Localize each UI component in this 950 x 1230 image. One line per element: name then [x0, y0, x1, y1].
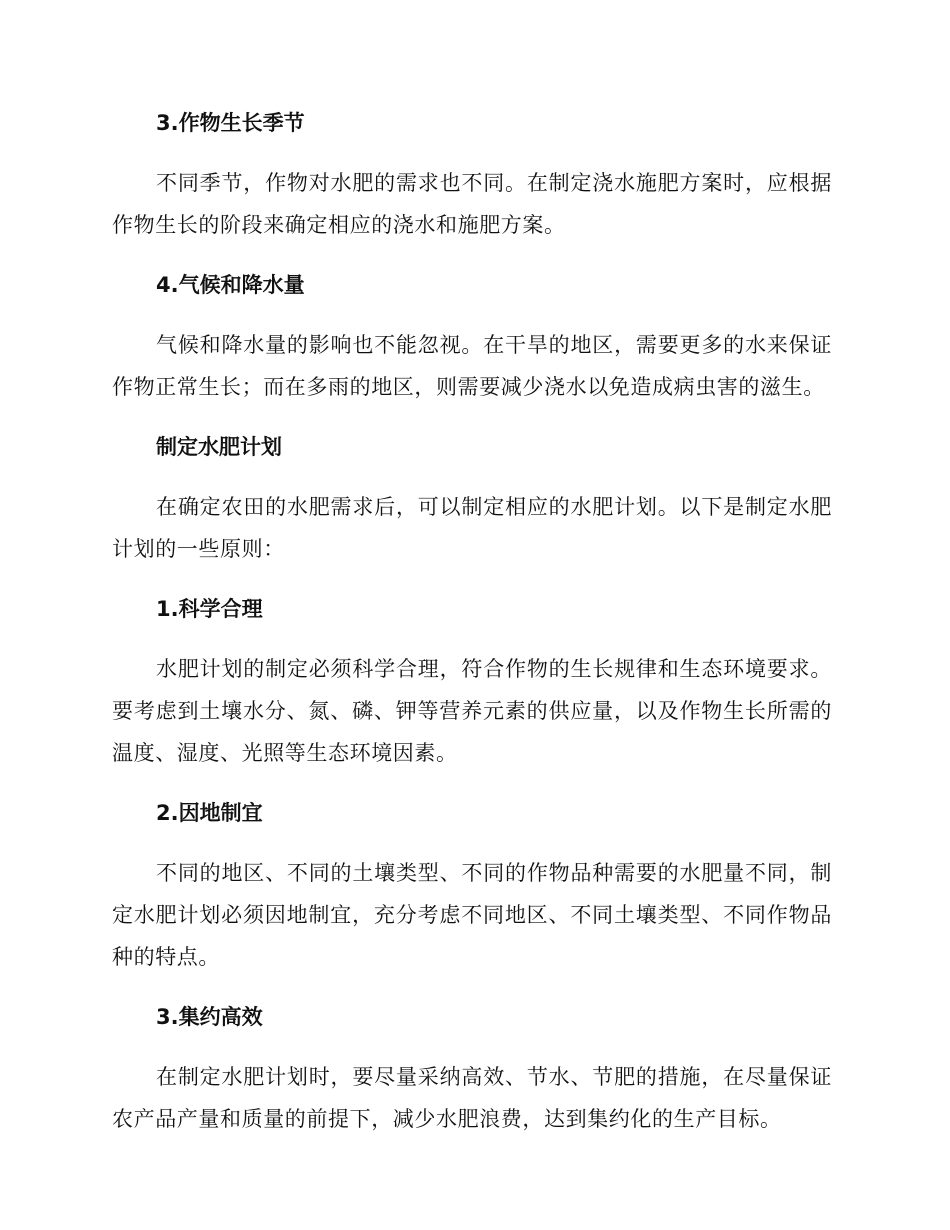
paragraph-local: 不同的地区、不同的土壤类型、不同的作物品种需要的水肥量不同，制定水肥计划必须因地制宜，充分考虑不同地区、不同土壤类型、不同作物品种的特点。: [112, 861, 832, 969]
section-heading-climate: 4.气候和降水量: [156, 273, 305, 297]
section-heading-scientific: 1.科学合理: [156, 597, 263, 621]
paragraph-crop-season: 不同季节，作物对水肥的需求也不同。在制定浇水施肥方案时，应根据作物生长的阶段来确定相应的浇水和施肥方案。: [112, 171, 832, 237]
paragraph-plan: 在确定农田的水肥需求后，可以制定相应的水肥计划。以下是制定水肥计划的一些原则：: [112, 495, 832, 561]
section-heading-local: 2.因地制宜: [156, 801, 263, 825]
section-heading-efficient: 3.集约高效: [156, 1005, 263, 1029]
paragraph-scientific: 水肥计划的制定必须科学合理，符合作物的生长规律和生态环境要求。要考虑到土壤水分、氮、磷、钾等营养元素的供应量，以及作物生长所需的温度、湿度、光照等生态环境因素。: [112, 657, 832, 765]
paragraph-climate: 气候和降水量的影响也不能忽视。在干旱的地区，需要更多的水来保证作物正常生长；而在多雨的地区，则需要减少浇水以免造成病虫害的滋生。: [112, 333, 832, 399]
section-heading-plan: 制定水肥计划: [156, 435, 282, 459]
paragraph-efficient: 在制定水肥计划时，要尽量采纳高效、节水、节肥的措施，在尽量保证农产品产量和质量的前提下，减少水肥浪费，达到集约化的生产目标。: [112, 1065, 832, 1131]
document-page: [112, 102, 832, 1140]
section-heading-crop-season: 3.作物生长季节: [156, 111, 305, 135]
